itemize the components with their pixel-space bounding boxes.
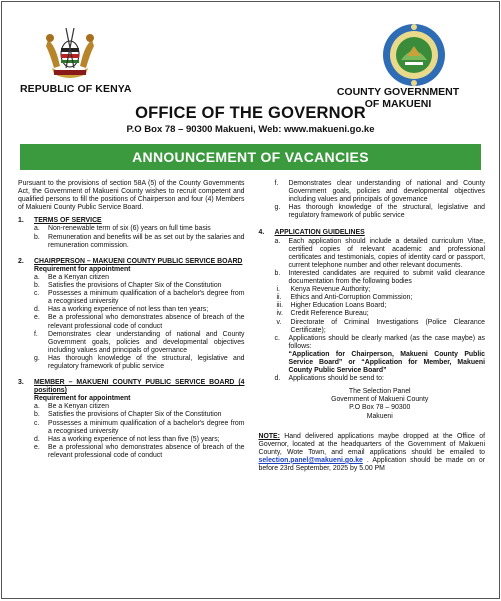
postal-address: The Selection Panel Government of Makueni County P.O Box 78 – 90300 Makueni — [331, 388, 429, 420]
list-item: c. Applications should be clearly marked (as the case maybe) as follows: — [274, 334, 485, 350]
list-item: c. Possesses a minimum qualification of a bachelor's degree from a recognised university — [34, 419, 245, 435]
republic-label: REPUBLIC OF KENYA — [20, 83, 132, 95]
makueni-county-seal-icon — [381, 22, 447, 88]
list-item: b. Remuneration and benefits will be as set out by the salaries and remuneration commission. — [34, 233, 245, 249]
terms-section — [18, 217, 245, 249]
list-item: a. Each application should include a detailed curriculum Vitae, certified copies of relevant academic and professional certificates and testimonials, copies of identity card or passport, current telephone number and other relevant documents. — [274, 237, 485, 269]
list-item: b. Interested candidates are required to submit valid clearance documentation from the following bodies — [274, 269, 485, 286]
member-section — [18, 379, 245, 460]
right-column — [259, 180, 486, 478]
list-item — [275, 351, 486, 375]
kenya-coat-of-arms-icon — [40, 24, 100, 80]
section-title: CHAIRPERSON – MAKUENI COUNTY PUBLIC SERVICE BOARD — [34, 257, 243, 265]
vacancy-notice-page — [1, 1, 500, 599]
clearance-item: iv. Credit Reference Bureau; — [276, 310, 369, 318]
application-marking: “Application for Chairperson, Makueni County Public Service Board” or “Application for Member, Makueni County Public Service Board” — [288, 350, 485, 375]
list-item: a. Be a Kenyan citizen — [34, 403, 109, 411]
section-number: 4. — [258, 229, 265, 237]
clearance-item: ii. Ethics and Anti-Corruption Commission; — [276, 294, 413, 302]
list-item: d. Applications should be send to: — [274, 375, 384, 383]
intro-paragraph: Pursuant to the provisions of section 58A (5) of the County Governments Act, the Government of Makueni County wishes to recruit competent and qualified persons to fill the positions of Chairperson and four (4) Members of Makueni County Public Service Board. — [18, 180, 245, 212]
list-item: d. Has a working experience of not less than five (5) years; — [34, 435, 220, 443]
announcement-banner: ANNOUNCEMENT OF VACANCIES — [20, 144, 481, 170]
section-number: 1. — [18, 217, 24, 225]
section-number: 2. — [18, 257, 24, 265]
note-label: NOTE: — [258, 432, 280, 440]
requirement-heading: Requirement for appointment — [34, 395, 131, 403]
list-item: f. Demonstrates clear understanding of national and County Government goals, policies and developmental objectives including values and principals of governance — [34, 330, 245, 354]
list-item: a. Non-renewable term of six (6) years on full time basis — [34, 225, 211, 233]
list-item: g. Has thorough knowledge of the structural, legislative and regulatory framework of public service — [34, 354, 245, 370]
section-title: APPLICATION GUIDELINES — [274, 229, 365, 237]
clearance-item: iii. Higher Education Loans Board; — [276, 302, 387, 310]
list-item: b. Satisfies the provisions of Chapter Six of the Constitution — [34, 411, 222, 419]
clearance-item: v. Directorate of Criminal Investigations (Police Clearance Certificate); — [276, 318, 485, 334]
list-item: g. Has thorough knowledge of the structural, legislative and regulatory framework of public service — [274, 204, 485, 220]
county-government-label: COUNTY GOVERNMENT OF MAKUENI — [336, 86, 460, 110]
clearance-item: i. Kenya Revenue Authority; — [276, 286, 371, 294]
section-title: MEMBER – MAKUENI COUNTY PUBLIC SERVICE BOARD (4 positions) — [34, 379, 245, 395]
notice-body — [18, 180, 485, 478]
section-title: TERMS OF SERVICE — [34, 217, 102, 225]
chairperson-section — [18, 258, 245, 371]
email-link[interactable]: selection.panel@makueni.go.ke — [258, 456, 363, 464]
list-item: d. Has a working experience of not less than ten years; — [34, 306, 209, 314]
member-section-continued — [259, 180, 486, 220]
list-item: a. Be a Kenyan citizen — [34, 273, 109, 281]
office-address: P.O Box 78 – 90300 Makueni, Web: www.makueni.go.ke — [126, 124, 375, 135]
note-paragraph: NOTE: Hand delivered applications maybe dropped at the Office of Governor, located at the headquarters of the Government of Makueni County, Wote Town, and email applications should be emailed to selection.panel@makueni.go.ke . Application should be made on or before 23rd September, 2025 by 5.00 PM — [258, 432, 485, 472]
list-item: f. Demonstrates clear understanding of national and County Government goals, policies and developmental objectives including values and principals of governance — [274, 180, 485, 204]
page-title: OFFICE OF THE GOVERNOR — [135, 104, 366, 122]
requirement-heading: Requirement for appointment — [34, 265, 131, 273]
section-number: 3. — [18, 379, 24, 387]
list-item: b. Satisfies the provisions of Chapter Six of the Constitution — [34, 282, 222, 290]
list-item: e. Be a professional who demonstrates absence of breach of the relevant professional code of conduct — [34, 443, 245, 459]
left-column — [18, 180, 245, 478]
notice-header — [2, 2, 499, 165]
application-guidelines-section — [259, 229, 486, 420]
list-item: e. Be a professional who demonstrates absence of breach of the relevant professional code of conduct — [34, 314, 245, 330]
list-item: c. Possesses a minimum qualification of a bachelor's degree from a recognised university — [34, 290, 245, 306]
